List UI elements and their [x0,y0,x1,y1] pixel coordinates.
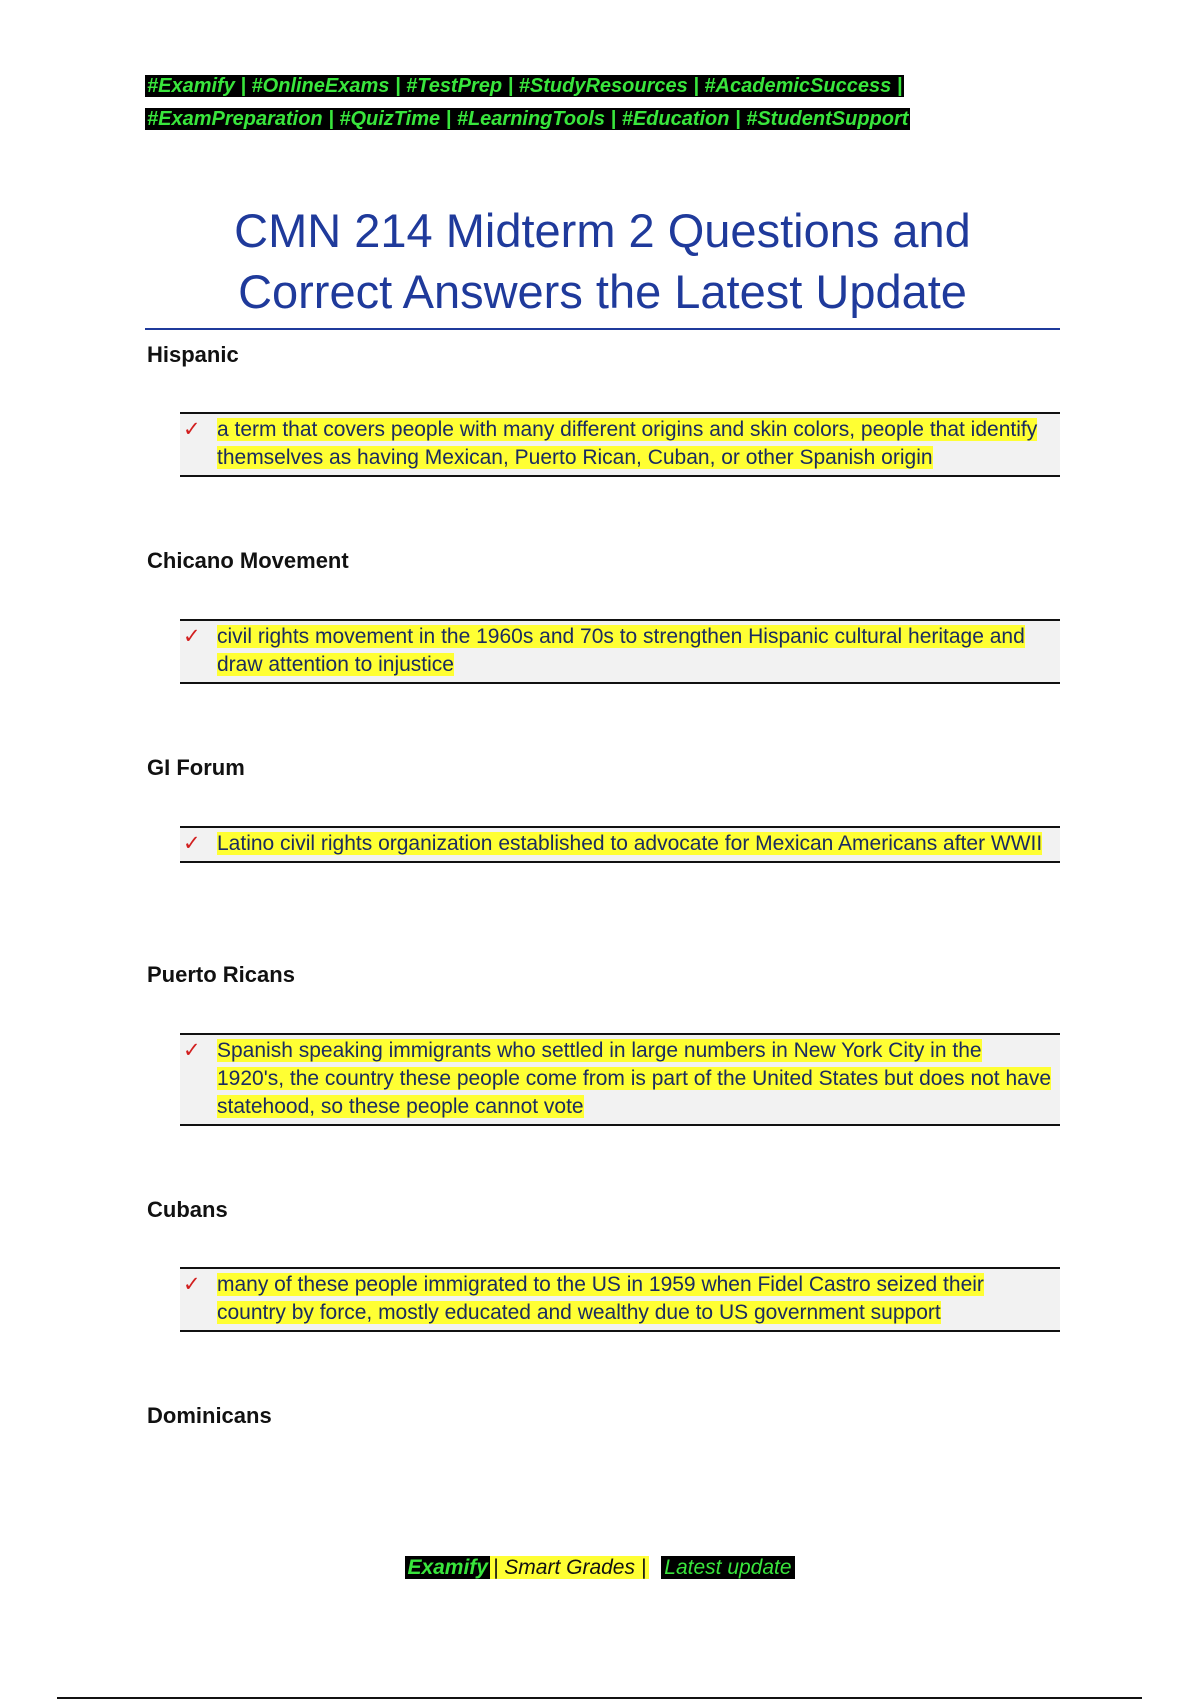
page-footer [0,1556,1200,1580]
answer-box-puerto-ricans [180,1033,1060,1126]
footer-brand: Examify [407,1556,488,1579]
check-icon: ✓ [183,1272,201,1296]
answer-box-hispanic [180,412,1060,477]
term-gi-forum: GI Forum [147,755,245,780]
answer-box-cubans [180,1267,1060,1332]
hashtag-line-1: #Examify | #OnlineExams | #TestPrep | #StudyResources | #AcademicSuccess | [147,75,903,97]
term-hispanic: Hispanic [147,342,239,367]
page-bottom-rule [57,1697,1142,1699]
title-line-1: CMN 214 Midterm 2 Questions and [234,204,971,257]
answer-text: a term that covers people with many different origins and skin colors, people that identify themselves as having Mexican, Puerto Rican, Cuban, or other Spanish origin [217,418,1038,469]
hashtag-line-2: #ExamPreparation | #QuizTime | #LearningTools | #Education | #StudentSupport [147,108,909,130]
answer-text: civil rights movement in the 1960s and 70s to strengthen Hispanic cultural heritage and draw attention to injustice [217,625,1025,676]
document-title [145,200,1060,322]
title-line-2: Correct Answers the Latest Update [238,265,967,318]
answer-text: Latino civil rights organization established to advocate for Mexican Americans after WWII [217,832,1043,855]
answer-box-chicano-movement [180,619,1060,684]
check-icon: ✓ [183,417,201,441]
footer-latest-update: Latest update [661,1556,794,1579]
term-chicano-movement: Chicano Movement [147,548,349,573]
term-cubans: Cubans [147,1197,228,1222]
term-puerto-ricans: Puerto Ricans [147,962,295,987]
title-divider [145,328,1060,330]
footer-smart-grades: | Smart Grades | [490,1556,649,1579]
hashtag-banner [145,70,1060,136]
term-dominicans: Dominicans [147,1403,272,1428]
answer-text: Spanish speaking immigrants who settled in large numbers in New York City in the 1920's, the country these people come from is part of the United States but does not have statehood, so these people cannot vote [217,1039,1052,1118]
check-icon: ✓ [183,624,201,648]
answer-box-gi-forum [180,826,1060,863]
check-icon: ✓ [183,1038,201,1062]
answer-text: many of these people immigrated to the US in 1959 when Fidel Castro seized their country by force, mostly educated and wealthy due to US government support [217,1273,984,1324]
check-icon: ✓ [183,831,201,855]
